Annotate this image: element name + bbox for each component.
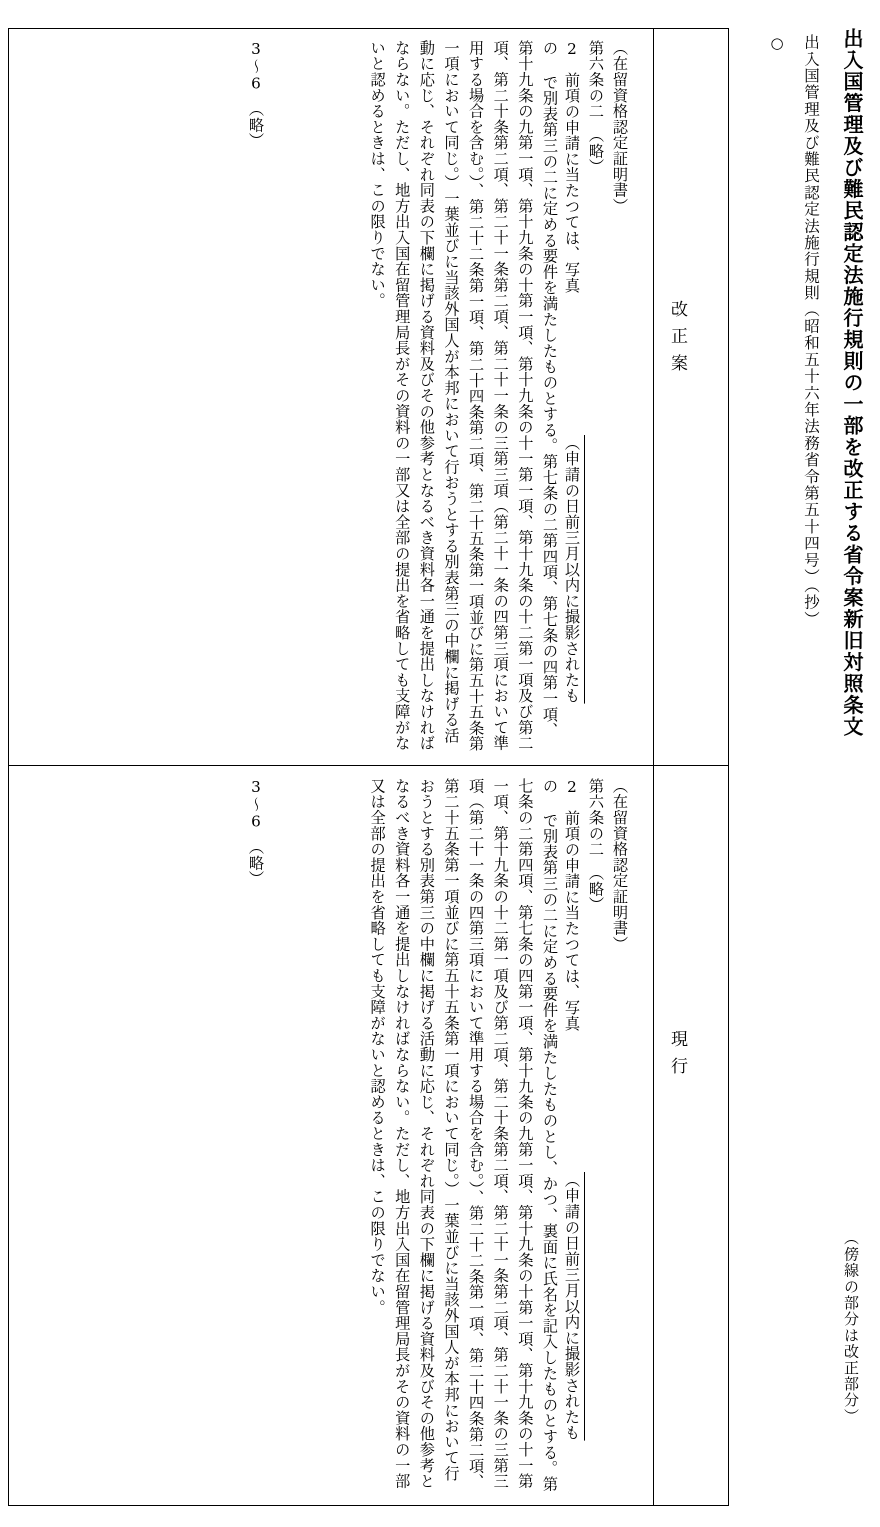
current-para2-number: 2 (563, 778, 581, 797)
table-mid-rule (8, 765, 729, 766)
current-heading: （在留資格認定証明書） (611, 778, 629, 952)
current-para2-body: の で別表第三の二に定める要件を満たしたものとし、かつ、裏面に氏名を記入したものとする。第七条の二第四項、第七条の四第一項、第十九条の九第一項、第十九条の十第一項、第十九条の十一第一項、第十九条の十二第一項及び第二項、第二十条第二項、第二十一条第二項、第二十一条の三第三項（第二十一条の四第三項において準用する場合を含む。）、第二十二条第一項、第二十四条第二項、第二十五条第一項並びに第五十五条第一項において同じ。）一葉並びに当該外国人が本邦において行おうとする別表第三の中欄に掲げる活動に応じ、それぞれ同表の下欄に掲げる資料及びその他参考となるべき資料各一通を提出しなければならない。ただし、地方出入国在留管理局長がその資料の一部又は全部の提出を省略しても支障がないと認めるときは、この限りでない。 (368, 778, 559, 1492)
amended-para2-body: の で別表第三の二に定める要件を満たしたものとする。第七条の二第四項、第七条の四第一項、第十九条の九第一項、第十九条の十第一項、第十九条の十一第一項、第十九条の十二第一項及び第二項、第二十条第二項、第二十一条第二項、第二十一条の三第三項（第二十一条の四第三項において準用する場合を含む。）、第二十二条第一項、第二十四条第二項、第二十五条第一項並びに第五十五条第一項において同じ。）一葉並びに当該外国人が本邦において行おうとする別表第三の中欄に掲げる活動に応じ、それぞれ同表の下欄に掲げる資料及びその他参考となるべき資料各一通を提出しなければならない。ただし、地方出入国在留管理局長がその資料の一部又は全部の提出を省略しても支障がないと認めるときは、この限りでない。 (368, 40, 559, 752)
table-vertical-rule-lower (653, 765, 654, 1506)
table-vertical-rule-upper (653, 28, 654, 765)
column-header-current: 現行 (667, 1030, 687, 1084)
amended-para2-lead: 前項の申請に当たつては、写真 (563, 72, 581, 294)
amended-para2-underlined: （申請の日前三月以内に撮影されたも (563, 435, 581, 704)
current-article: 第六条の二 （略） (587, 778, 605, 913)
amended-article: 第六条の二 （略） (587, 40, 605, 175)
remark-note: （傍線の部分は改正部分） (842, 1230, 860, 1425)
law-name: 出入国管理及び難民認定法施行規則（昭和五十六年法務省令第五十四号）（抄） (802, 34, 820, 628)
amended-heading: （在留資格認定証明書） (611, 40, 629, 214)
bullet-marker: ○ (768, 34, 786, 52)
current-para2-lead: 前項の申請に当たつては、写真 (563, 810, 581, 1032)
document-title: 出入国管理及び難民認定法施行規則の一部を改正する省令案新旧対照条文 (840, 28, 864, 738)
current-para3-6: 3〜6 （略） (247, 778, 265, 887)
current-para2-underlined: （申請の日前三月以内に撮影されたも (563, 1172, 581, 1441)
column-header-amended: 改正案 (667, 300, 687, 381)
amended-para3-6: 3〜6 （略） (247, 40, 265, 149)
amended-para2-number: 2 (563, 40, 581, 59)
